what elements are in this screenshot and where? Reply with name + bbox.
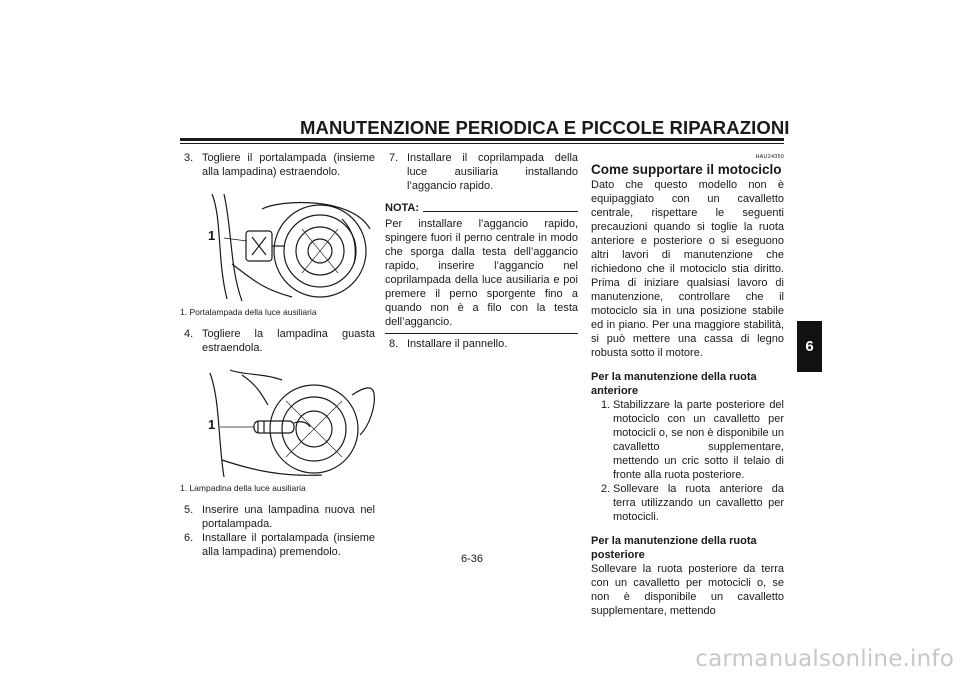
title-rule bbox=[180, 138, 784, 141]
subheading-front-wheel: Per la manutenzione della ruota anteriore bbox=[591, 371, 757, 397]
intro-paragraph: Dato che questo modello non è equipaggiato con un cavalletto centrale, rispettare le seguenti precauzioni quando si toglie la ruota anteriore e posteriore o si eseguono altri lavori di manutenzione che richiedono che il motociclo stia diritto. Prima di iniziare qualsiasi lavoro di manutenzione, controllare che il motociclo sia in una posizione stabile ed in piano. Per una maggiore stabilità, si può mettere una cassa di legno robusta sotto il motore. bbox=[591, 179, 784, 359]
chapter-tab[interactable]: 6 bbox=[797, 321, 822, 372]
step-5 bbox=[180, 503, 375, 531]
step-7 bbox=[385, 151, 578, 193]
reference-code: HAU24350 bbox=[755, 154, 784, 160]
figure-caption: 1. Lampadina della luce ausiliaria bbox=[180, 483, 306, 493]
rear-paragraph: Sollevare la ruota posteriore da terra con un cavalletto per motocicli o, se non è disponibile un cavalletto supplementare, mettendo bbox=[591, 563, 784, 617]
subheading-rear-wheel: Per la manutenzione della ruota posteriore bbox=[591, 535, 757, 561]
page-title: MANUTENZIONE PERIODICA E PICCOLE RIPARAZIONI bbox=[300, 117, 790, 138]
callout-number: 1 bbox=[208, 228, 216, 243]
step-3 bbox=[180, 151, 375, 179]
figure-caption: 1. Portalampada della luce ausiliaria bbox=[180, 307, 317, 317]
note-end-rule bbox=[385, 333, 578, 334]
step-text: Sollevare la ruota anteriore da terra utilizzando un cavalletto per motocicli. bbox=[613, 483, 784, 523]
step-text: Inserire una lampadina nuova nel portalampada. bbox=[202, 504, 375, 530]
step-text: Togliere la lampadina guasta estraendola. bbox=[202, 328, 375, 354]
step-4 bbox=[180, 327, 375, 355]
step-text: Togliere il portalampada (insieme alla lampadina) estraendolo. bbox=[202, 152, 375, 178]
bulb-illustration bbox=[202, 365, 377, 480]
step-number: 6. bbox=[184, 532, 194, 544]
step-number: 4. bbox=[184, 328, 194, 340]
watermark: carmanualsonline.info bbox=[695, 646, 954, 672]
note-box bbox=[385, 201, 578, 334]
title-rule-thin bbox=[180, 143, 784, 144]
step-8 bbox=[385, 337, 578, 351]
step-number: 1. bbox=[601, 399, 611, 411]
step-number: 5. bbox=[184, 504, 194, 516]
page-number: 6-36 bbox=[461, 553, 484, 565]
note-title: NOTA: bbox=[385, 202, 420, 214]
column-2 bbox=[385, 151, 578, 351]
step-text: Installare il portalampada (insieme alla lampadina) premendolo. bbox=[202, 532, 375, 558]
section-heading: Come supportare il motociclo bbox=[591, 162, 782, 177]
callout-number: 1 bbox=[208, 417, 216, 432]
note-rule bbox=[423, 211, 578, 212]
step-text: Stabilizzare la parte posteriore del motociclo con un cavalletto per motocicli o, se non è disponibile un cavalletto supplementare, mettendo un cric sotto il telaio di fronte alla ruota posteriore. bbox=[613, 399, 784, 481]
column-1 bbox=[180, 151, 375, 559]
front-step-2 bbox=[591, 482, 784, 524]
note-header bbox=[385, 201, 578, 215]
step-text: Installare il pannello. bbox=[407, 338, 508, 350]
figure-bulb-holder bbox=[202, 189, 377, 304]
column-3 bbox=[591, 150, 784, 618]
step-text: Installare il coprilampada della luce ausiliaria installando l’aggancio rapido. bbox=[407, 152, 578, 192]
step-6 bbox=[180, 531, 375, 559]
step-number: 8. bbox=[389, 338, 399, 350]
step-number: 3. bbox=[184, 152, 194, 164]
figure-bulb bbox=[202, 365, 377, 480]
note-text: Per installare l’aggancio rapido, spingere fuori il perno centrale in modo che sporga dalla testa dell’aggancio rapido, inserire l’aggancio nel coprilampada della luce ausiliaria e poi premere il perno sporgente fino a quando non è a filo con la testa dell’aggancio. bbox=[385, 218, 578, 328]
front-step-1 bbox=[591, 398, 784, 482]
bulb-holder-illustration bbox=[202, 189, 377, 304]
step-number: 2. bbox=[601, 483, 611, 495]
step-number: 7. bbox=[389, 152, 399, 164]
